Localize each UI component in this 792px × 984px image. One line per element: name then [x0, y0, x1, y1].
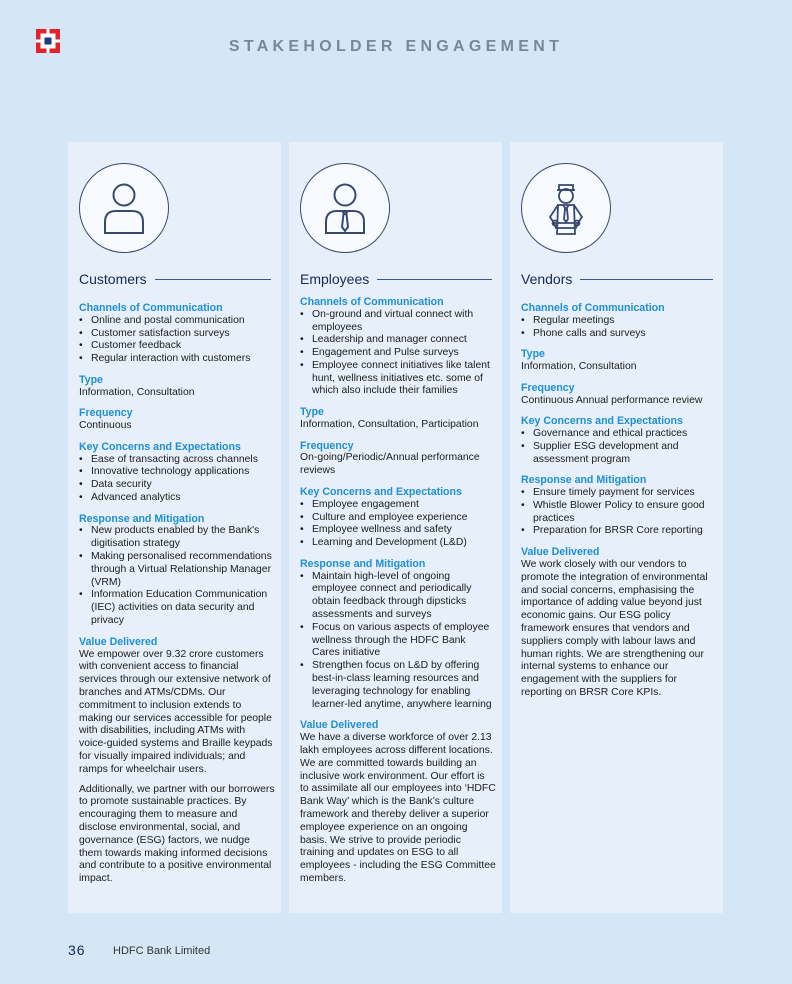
channels-list — [300, 309, 496, 399]
response-heading: Response and Mitigation — [300, 557, 426, 570]
concerns-heading: Key Concerns and Expectations — [79, 440, 241, 453]
type-value: Information, Consultation — [521, 361, 637, 372]
response-list — [300, 571, 496, 712]
channels-list — [79, 315, 275, 366]
list-item: • Online and postal communication — [79, 315, 275, 328]
list-item: • Data security — [79, 479, 275, 492]
list-item: • New products enabled by the Bank's digitisation strategy — [79, 525, 275, 551]
frequency-heading: Frequency — [79, 407, 133, 420]
value-heading: Value Delivered — [79, 635, 158, 648]
frequency-heading: Frequency — [521, 381, 575, 394]
response-heading: Response and Mitigation — [521, 474, 647, 487]
heading-divider — [155, 279, 271, 280]
concerns-heading: Key Concerns and Expectations — [521, 415, 683, 428]
list-item: • Governance and ethical practices — [521, 428, 717, 441]
list-item: • Supplier ESG development and assessment program — [521, 441, 717, 467]
concerns-list — [79, 454, 275, 505]
frequency-value: Continuous Annual performance review — [521, 394, 703, 406]
list-item: • Customer feedback — [79, 340, 275, 353]
frequency-value: On-going/Periodic/Annual performance reviews — [300, 452, 480, 477]
page-title: STAKEHOLDER ENGAGEMENT — [228, 38, 564, 55]
list-item: • Culture and employee experience — [300, 512, 496, 525]
list-item: • Phone calls and surveys — [521, 328, 717, 341]
value-heading: Value Delivered — [521, 546, 600, 559]
type-heading: Type — [521, 348, 545, 361]
list-item: • Employee engagement — [300, 499, 496, 512]
channels-list — [521, 315, 717, 341]
channels-heading: Channels of Communication — [300, 296, 444, 308]
value-paragraph: We have a diverse workforce of over 2.13 lakh employees across different locations. We are committed towards building an inclusive work environment. Our effort is to assimilate all our employees into ‘HDFC Bank Way’ which is the Bank’s culture framework and thereby deliver a superior employee experience on an ongoing basis. We strive to provide periodic training and updates on ESG to all employees - including the ESG Committee members. — [300, 732, 496, 884]
type-heading: Type — [300, 406, 324, 419]
customer-icon — [100, 180, 148, 236]
list-item: • Preparation for BRSR Core reporting — [521, 525, 717, 538]
employee-avatar — [300, 163, 390, 253]
value-paragraph: We work closely with our vendors to promote the integration of environmental and social concerns, emphasising the importance of adding value beyond just economic gains. Our ESG policy framework ensures that vendors and suppliers comply with labour laws and human rights. We are strengthening our internal systems to enhance our engagement with the suppliers for reporting on BRSR Core KPIs. — [521, 558, 708, 698]
frequency-value: Continuous — [79, 420, 132, 432]
response-list — [79, 525, 275, 627]
list-item: • Maintain high-level of ongoing employee connect and periodically obtain feedback through dipsticks assessments and surveys — [300, 571, 496, 622]
type-value: Information, Consultation, Participation — [300, 418, 479, 430]
list-item: • Employee connect initiatives like talent hunt, wellness initiatives etc. some of which also include their families — [300, 360, 496, 398]
channels-heading: Channels of Communication — [521, 302, 665, 314]
list-item: • Ease of transacting across channels — [79, 454, 275, 467]
customers-heading — [79, 271, 271, 287]
response-heading: Response and Mitigation — [79, 512, 205, 525]
stakeholder-name: Customers — [79, 271, 147, 287]
vendor-icon — [542, 179, 590, 237]
list-item: • Ensure timely payment for services — [521, 487, 717, 500]
value-paragraph: We empower over 9.32 crore customers with convenient access to financial services through our extensive network of branches and ATMs/CDMs. Our commitment to inclusion extends to making our services accessible for people with disabilities, including ATMs with voice-guided systems and Braille keypads for visually impaired individuals; and ramps for wheelchair users. — [79, 648, 273, 775]
value-paragraph: Additionally, we partner with our borrowers to promote sustainable practices. By encouraging them to measure and disclose environmental, social, and governance (ESG) factors, we nudge them towards making informed decisions and contribute to a positive environmental impact. — [79, 783, 275, 885]
list-item: • Regular meetings — [521, 315, 717, 328]
vendor-avatar — [521, 163, 611, 253]
value-heading: Value Delivered — [300, 719, 379, 732]
heading-divider — [580, 279, 713, 280]
concerns-list — [300, 499, 496, 550]
employees-heading — [300, 271, 492, 287]
channels-heading: Channels of Communication — [79, 302, 223, 314]
type-heading: Type — [79, 373, 103, 386]
list-item: • Whistle Blower Policy to ensure good practices — [521, 500, 717, 526]
list-item: • Making personalised recommendations through a Virtual Relationship Manager (VRM) — [79, 551, 275, 589]
concerns-list — [521, 428, 717, 466]
page-number: 36 — [68, 942, 86, 958]
heading-divider — [377, 279, 492, 280]
list-item: • Leadership and manager connect — [300, 334, 496, 347]
list-item: • Regular interaction with customers — [79, 353, 275, 366]
list-item: • Information Education Communication (IEC) activities on data security and privacy — [79, 589, 275, 627]
response-list — [521, 487, 717, 538]
stakeholder-name: Employees — [300, 271, 370, 287]
list-item: • On-ground and virtual connect with employees — [300, 309, 496, 335]
vendors-heading — [521, 271, 713, 287]
list-item: • Learning and Development (L&D) — [300, 537, 496, 550]
list-item: • Focus on various aspects of employee wellness through the HDFC Bank Cares initiative — [300, 622, 496, 660]
concerns-heading: Key Concerns and Expectations — [300, 486, 462, 499]
customer-avatar — [79, 163, 169, 253]
list-item: • Advanced analytics — [79, 492, 275, 505]
frequency-heading: Frequency — [300, 439, 354, 452]
list-item: • Innovative technology applications — [79, 466, 275, 479]
customers-card — [68, 142, 281, 913]
list-item: • Customer satisfaction surveys — [79, 328, 275, 341]
employee-icon — [321, 180, 369, 236]
company-name: HDFC Bank Limited — [113, 945, 211, 957]
list-item: • Engagement and Pulse surveys — [300, 347, 496, 360]
employees-card — [289, 142, 502, 913]
type-value: Information, Consultation — [79, 386, 195, 398]
stakeholder-name: Vendors — [521, 271, 573, 287]
list-item: • Strengthen focus on L&D by offering best-in-class learning resources and leveraging technology for enabling learner-led anytime, anywhere learning — [300, 660, 496, 711]
vendors-card — [510, 142, 723, 913]
list-item: • Employee wellness and safety — [300, 524, 496, 537]
